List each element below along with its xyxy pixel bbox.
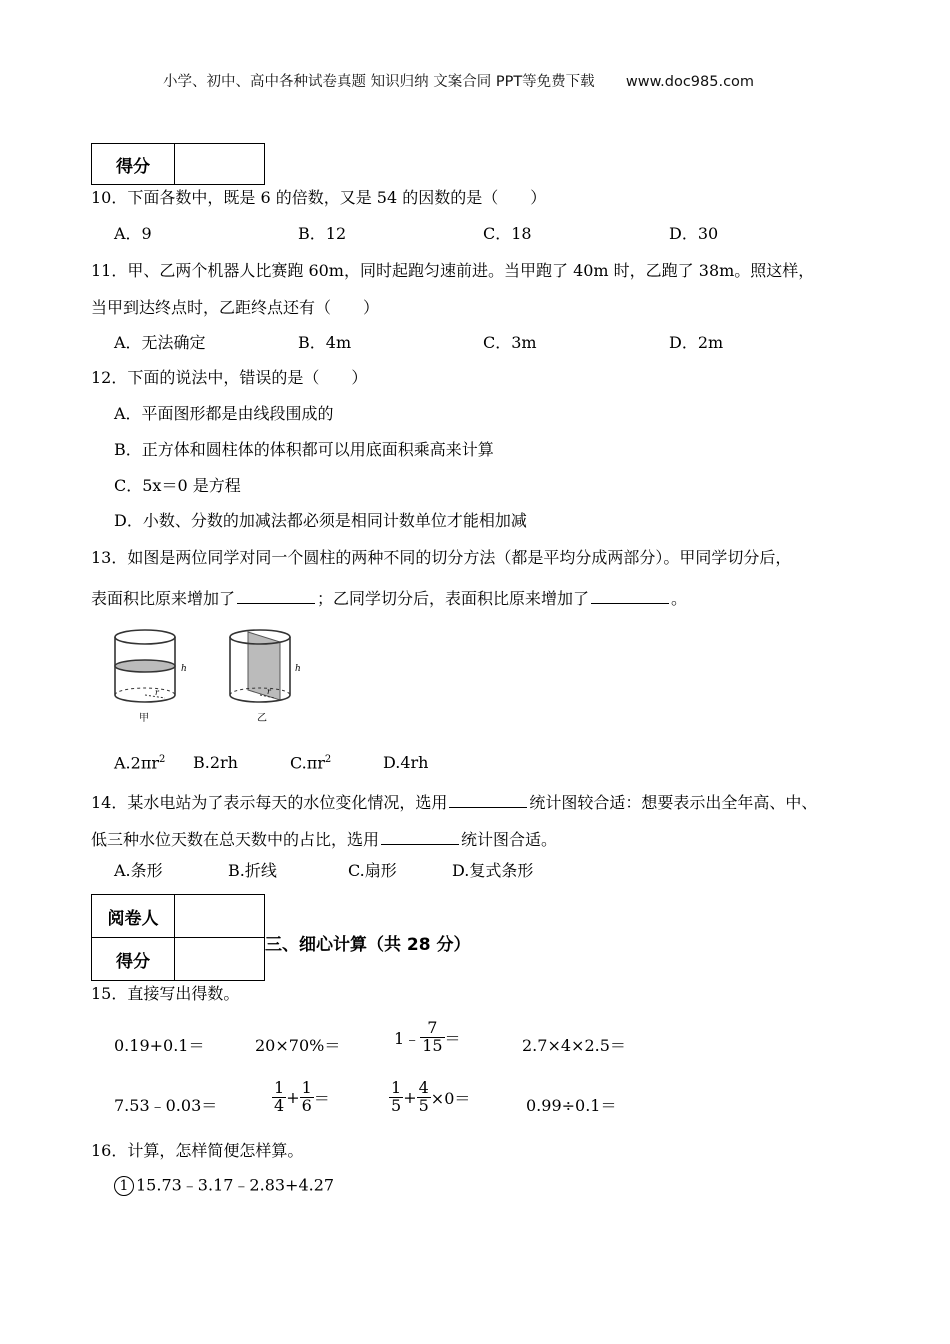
question-11-line2: 当甲到达终点时，乙距终点还有（ ） <box>91 298 380 317</box>
header-title: 小学、初中、高中各种试卷真题 知识归纳 文案合同 PPT等免费下载 <box>163 74 595 90</box>
score-box-1 <box>91 143 265 185</box>
score-label: 得分 <box>92 144 175 185</box>
score-box-2 <box>91 894 265 981</box>
header-site: www.doc985.com <box>625 74 755 90</box>
q14-option-c: C.扇形 <box>348 861 397 880</box>
calc-r2c2: $\frac{1}{4}$ + $\frac{1}{6}$ ＝ <box>274 1078 330 1115</box>
score-label-2: 得分 <box>92 938 175 981</box>
grader-cell <box>175 895 265 938</box>
q14-option-d: D.复式条形 <box>452 861 534 880</box>
q13-text-c: 。 <box>671 589 688 608</box>
calc-r1c2: 20×70%＝ <box>255 1036 341 1055</box>
answer-blank-3[interactable] <box>449 791 527 808</box>
fraction: $\frac{1}{4}$ <box>274 1078 285 1115</box>
q10-option-b: B．12 <box>298 224 347 243</box>
fraction: $\frac{1}{5}$ <box>391 1078 402 1115</box>
calc-r1c1: 0.19+0.1＝ <box>114 1036 205 1055</box>
cylinder-right <box>230 630 290 702</box>
q11-option-d: D．2m <box>669 333 724 352</box>
q12-option-d: D．小数、分数的加减法都必须是相同计数单位才能相加减 <box>114 511 527 530</box>
question-12: 12．下面的说法中，错误的是（ ） <box>91 368 368 387</box>
cylinder-left <box>115 630 175 702</box>
q11-option-a: A．无法确定 <box>114 333 206 352</box>
q10-option-d: D．30 <box>669 224 719 243</box>
q13-text-a: 表面积比原来增加了 <box>91 589 236 608</box>
left-h-label: h <box>181 664 187 674</box>
cylinder-figure <box>105 625 315 740</box>
question-14-line2: 低三种水位天数在总天数中的占比，选用 统计图合适。 <box>91 830 558 849</box>
answer-blank-2[interactable] <box>591 587 669 604</box>
right-r-label: r <box>267 687 271 696</box>
q10-option-a: A．9 <box>114 224 152 243</box>
q13-text-b: ；乙同学切分后，表面积比原来增加了 <box>317 589 590 608</box>
question-13-line1: 13．如图是两位同学对同一个圆柱的两种不同的切分方法（都是平均分成两部分）。甲同学切分后， <box>91 548 792 567</box>
calc-r1c4: 2.7×4×2.5＝ <box>522 1036 626 1055</box>
section-title: 三、细心计算（共 28 分） <box>265 935 471 955</box>
q14-option-b: B.折线 <box>228 861 277 880</box>
question-13-line2 <box>91 587 687 607</box>
right-caption: 乙 <box>257 713 267 724</box>
calc-r2c3: $\frac{1}{5}$ + $\frac{4}{5}$ ×0＝ <box>391 1078 471 1115</box>
left-r-label: r <box>155 688 159 697</box>
calc-r2c1: 7.53﹣0.03＝ <box>114 1096 218 1115</box>
grader-label: 阅卷人 <box>92 895 175 938</box>
fraction: $\frac{7}{15}$ <box>422 1018 443 1055</box>
question-15: 15．直接写出得数。 <box>91 984 240 1003</box>
score-cell-2 <box>175 938 265 981</box>
calc-r1c3: 1﹣ $\frac{7}{15}$ ＝ <box>394 1018 461 1055</box>
answer-blank-1[interactable] <box>237 587 315 604</box>
right-h-label: h <box>295 664 301 674</box>
item-number: 1 <box>114 1176 134 1196</box>
q12-option-a: A．平面图形都是由线段围成的 <box>114 404 334 423</box>
fraction: $\frac{4}{5}$ <box>418 1078 429 1115</box>
calc-r2c4: 0.99÷0.1＝ <box>526 1096 617 1115</box>
score-cell <box>175 144 265 185</box>
question-10: 10．下面各数中，既是 6 的倍数，又是 54 的因数的是（ ） <box>91 188 547 207</box>
q11-option-c: C．3m <box>483 333 537 352</box>
q10-option-c: C．18 <box>483 224 532 243</box>
q13-option-c: $C.\pi r^2$ <box>290 753 332 773</box>
answer-blank-4[interactable] <box>381 828 459 845</box>
q13-option-b: B.2rh <box>193 753 238 772</box>
q11-option-b: B．4m <box>298 333 352 352</box>
left-caption: 甲 <box>139 713 149 724</box>
q14-option-a: A.条形 <box>114 861 163 880</box>
page-header <box>163 70 754 91</box>
question-11-line1: 11．甲、乙两个机器人比赛跑 60m，同时起跑匀速前进。当甲跑了 40m 时，乙跑了 38m。照这样， <box>91 261 815 280</box>
q12-option-b: B．正方体和圆柱体的体积都可以用底面积乘高来计算 <box>114 440 494 459</box>
q16-item-1: 1 15.73﹣3.17﹣2.83+4.27 <box>114 1176 334 1196</box>
question-14-line1: 14．某水电站为了表示每天的水位变化情况，选用 统计图较合适：想要表示出全年高、中、 <box>91 793 818 812</box>
q12-option-c: C．5x＝0 是方程 <box>114 476 241 495</box>
question-16: 16．计算，怎样简便怎样算。 <box>91 1141 304 1160</box>
fraction: $\frac{1}{6}$ <box>301 1078 312 1115</box>
q13-option-a: $A.2\pi r^2$ <box>114 753 166 773</box>
q13-option-d: D.4rh <box>383 753 429 772</box>
